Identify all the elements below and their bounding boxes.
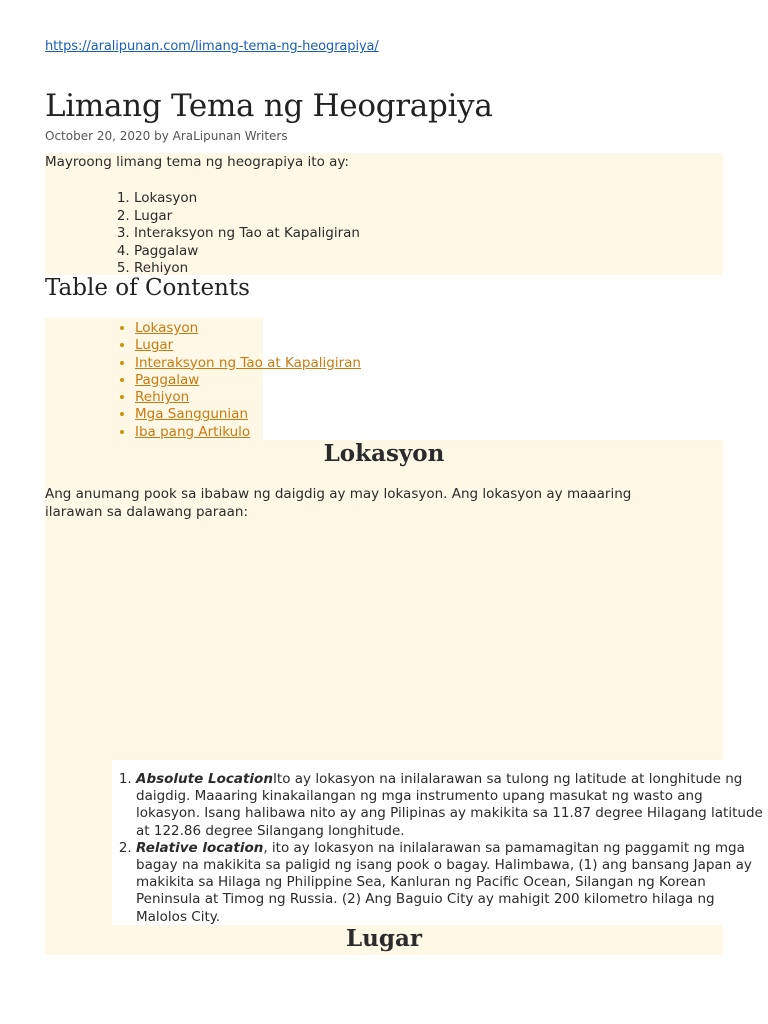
toc-title: Table of Contents: [45, 275, 250, 301]
list-item: 3. Interaksyon ng Tao at Kapaligiran: [134, 225, 360, 243]
toc-item: [135, 355, 361, 372]
list-item: 2. Lugar: [134, 208, 360, 226]
toc-item: [135, 406, 361, 423]
themes-list: [100, 190, 360, 278]
toc-item: [135, 372, 361, 389]
lokasyon-paragraph: Ang anumang pook sa ibabaw ng daigdig ay may lokasyon. Ang lokasyon ay maaaring ilarawan sa dalawang paraan:: [45, 486, 632, 520]
toc-link-interaksyon[interactable]: Interaksyon ng Tao at Kapaligiran: [135, 354, 361, 371]
section-heading-lokasyon: Lokasyon: [323, 440, 445, 467]
list-item: 4. Paggalaw: [134, 243, 360, 261]
intro-text: Mayroong limang tema ng heograpiya ito ay:: [45, 154, 349, 170]
page-title: Limang Tema ng Heograpiya: [45, 88, 493, 124]
list-item: [136, 771, 764, 840]
toc-link-sanggunian[interactable]: Mga Sanggunian: [135, 406, 249, 423]
list-item: 1. Lokasyon: [134, 190, 360, 208]
term-relative-location: Relative location: [136, 839, 264, 856]
term-definition: , ito ay lokasyon na inilalarawan sa pamamagitan ng paggamit ng mga bagay na makikita sa paligid ng isang pook o bagay. Halimbawa, (1) ang bansang Japan ay makikita sa Hilaga ng Philippine Sea, Kanluran ng Pacific Ocean, Silangan ng Korean Peninsula at Timog ng Russia. (2) Ang Baguio City ay mahigit 200 kilometro hilaga ng Malolos City.: [136, 839, 752, 925]
toc-link-rehiyon[interactable]: Rehiyon: [135, 389, 190, 406]
list-item: 5. Rehiyon: [134, 260, 360, 278]
toc-item: [135, 424, 361, 441]
toc-link-artikulo[interactable]: Iba pang Artikulo: [135, 423, 251, 440]
section-heading-lugar: Lugar: [346, 925, 422, 952]
toc-list: [100, 320, 361, 441]
location-types-list: [100, 771, 764, 926]
toc-item: [135, 389, 361, 406]
byline: October 20, 2020 by AraLipunan Writers: [45, 129, 288, 143]
term-definition: Ito ay lokasyon na inilalarawan sa tulong ng latitude at longhitude ng daigdig. Maaaring kinakailangan ng mga instrumento upang masukat ng wasto ang lokasyon. Isang halibawa nito ay ang Pilipinas ay makikita sa 11.87 degree Hilagang latitude at 122.86 degree Silangang longhitude.: [136, 771, 763, 839]
toc-link-lokasyon[interactable]: Lokasyon: [135, 320, 199, 336]
toc-link-lugar[interactable]: Lugar: [135, 337, 174, 354]
source-url-link[interactable]: https://aralipunan.com/limang-tema-ng-heograpiya/: [45, 39, 379, 54]
term-absolute-location: Absolute Location: [136, 771, 273, 787]
toc-item: [135, 337, 361, 354]
toc-link-paggalaw[interactable]: Paggalaw: [135, 371, 200, 388]
list-item: [136, 840, 764, 926]
toc-item: [135, 320, 361, 337]
